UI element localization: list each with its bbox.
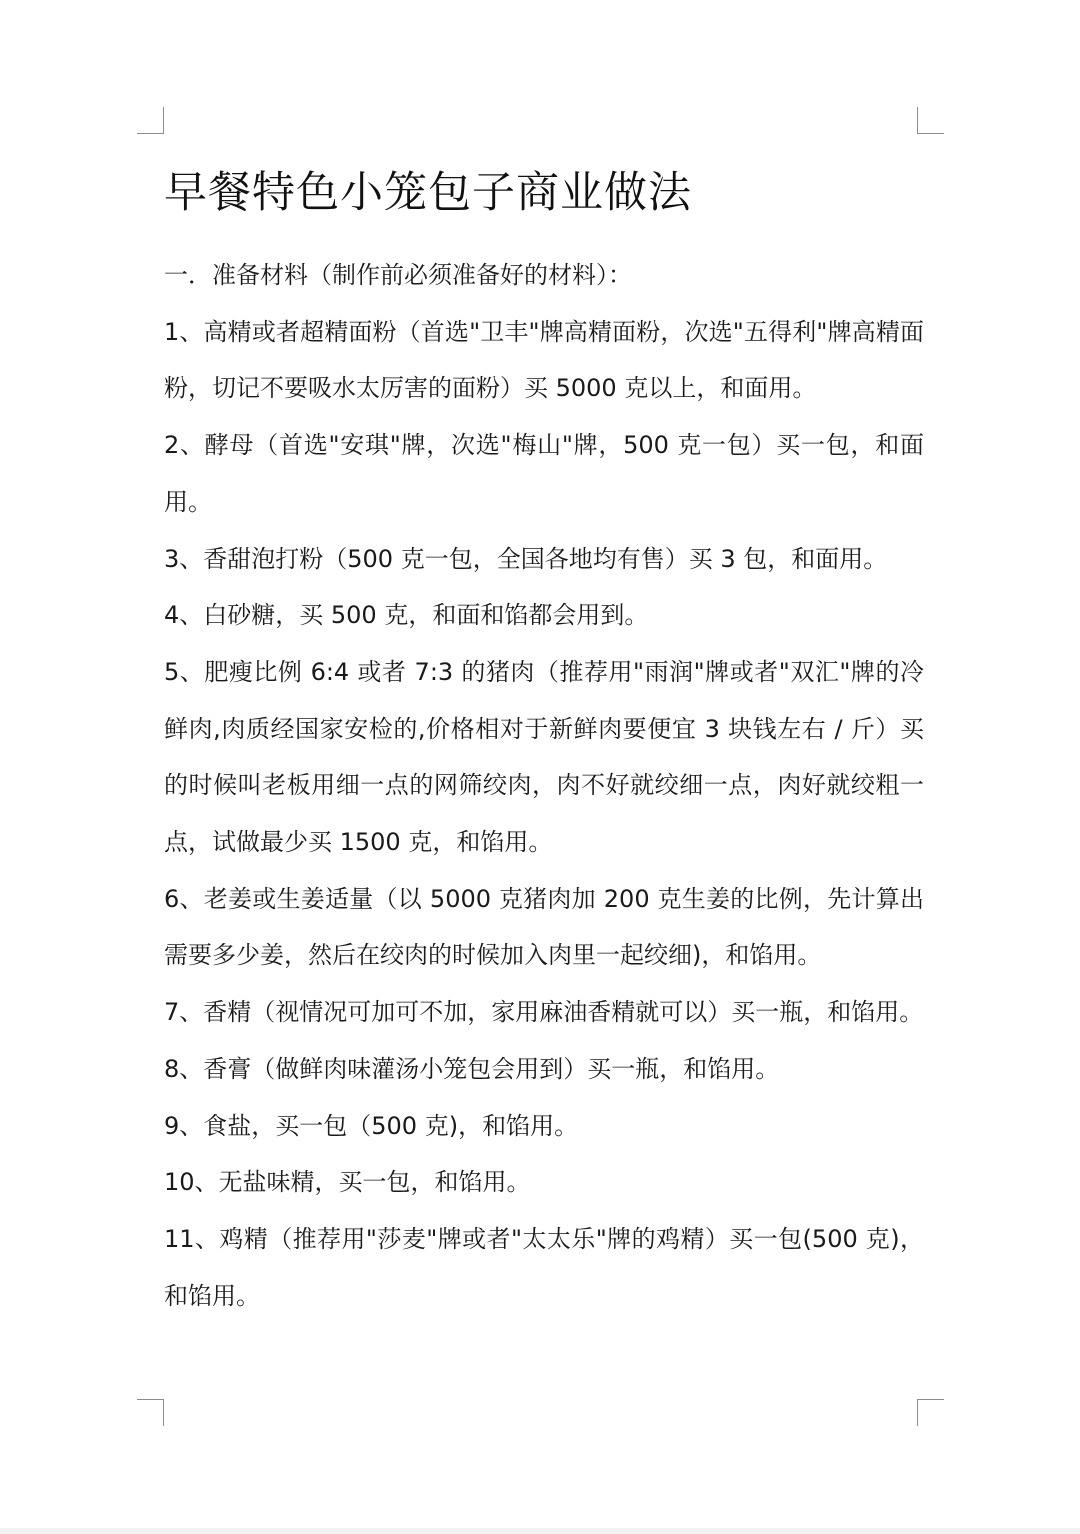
corner-mark-bottom-right (917, 1399, 944, 1426)
corner-mark-top-left (137, 107, 164, 134)
section-heading: 一．准备材料（制作前必须准备好的材料）： (164, 261, 632, 289)
corner-mark-bottom-left (137, 1399, 164, 1426)
document-title: 早餐特色小笼包子商业做法 (164, 167, 692, 218)
list-item: 5、肥瘦比例 6:4 或者 7:3 的猪肉（推荐用"雨润"牌或者"双汇"牌的冷鲜肉,肉质经国家安检的,价格相对于新鲜肉要便宜 3 块钱左右 / 斤）买的时候叫老板用细一点的网筛绞肉，肉不好就绞细一点，肉好就绞粗一点，试做最少买 1500 克，和馅用。 (164, 657, 924, 857)
list-item: 2、酵母（首选"安琪"牌，次选"梅山"牌，500 克一包）买一包，和面用。 (164, 431, 924, 516)
list-item: 7、香精（视情况可加可不加，家用麻油香精就可以）买一瓶，和馅用。 (164, 998, 924, 1027)
corner-mark-top-right (917, 107, 944, 134)
list-item: 4、白砂糖，买 500 克，和面和馅都会用到。 (164, 601, 649, 630)
list-item: 11、鸡精（推荐用"莎麦"牌或者"太太乐"牌的鸡精）买一包(500 克)，和馅用。 (164, 1224, 924, 1310)
list-item: 9、食盐，买一包（500 克)，和馅用。 (164, 1111, 579, 1140)
list-item: 6、老姜或生姜适量（以 5000 克猪肉加 200 克生姜的比例，先计算出需要多少姜，然后在绞肉的时候加入肉里一起绞细)，和馅用。 (164, 884, 924, 970)
list-item: 1、高精或者超精面粉（首选"卫丰"牌高精面粉，次选"五得利"牌高精面粉，切记不要吸水太厉害的面粉）买 5000 克以上，和面用。 (164, 317, 924, 403)
page-bottom-edge (0, 1528, 1080, 1534)
list-item: 10、无盐味精，买一包，和馅用。 (164, 1168, 531, 1197)
document-body (164, 247, 924, 1324)
list-item: 8、香膏（做鲜肉味灌汤小笼包会用到）买一瓶，和馅用。 (164, 1054, 780, 1083)
list-item: 3、香甜泡打粉（500 克一包，全国各地均有售）买 3 包，和面用。 (164, 544, 888, 573)
